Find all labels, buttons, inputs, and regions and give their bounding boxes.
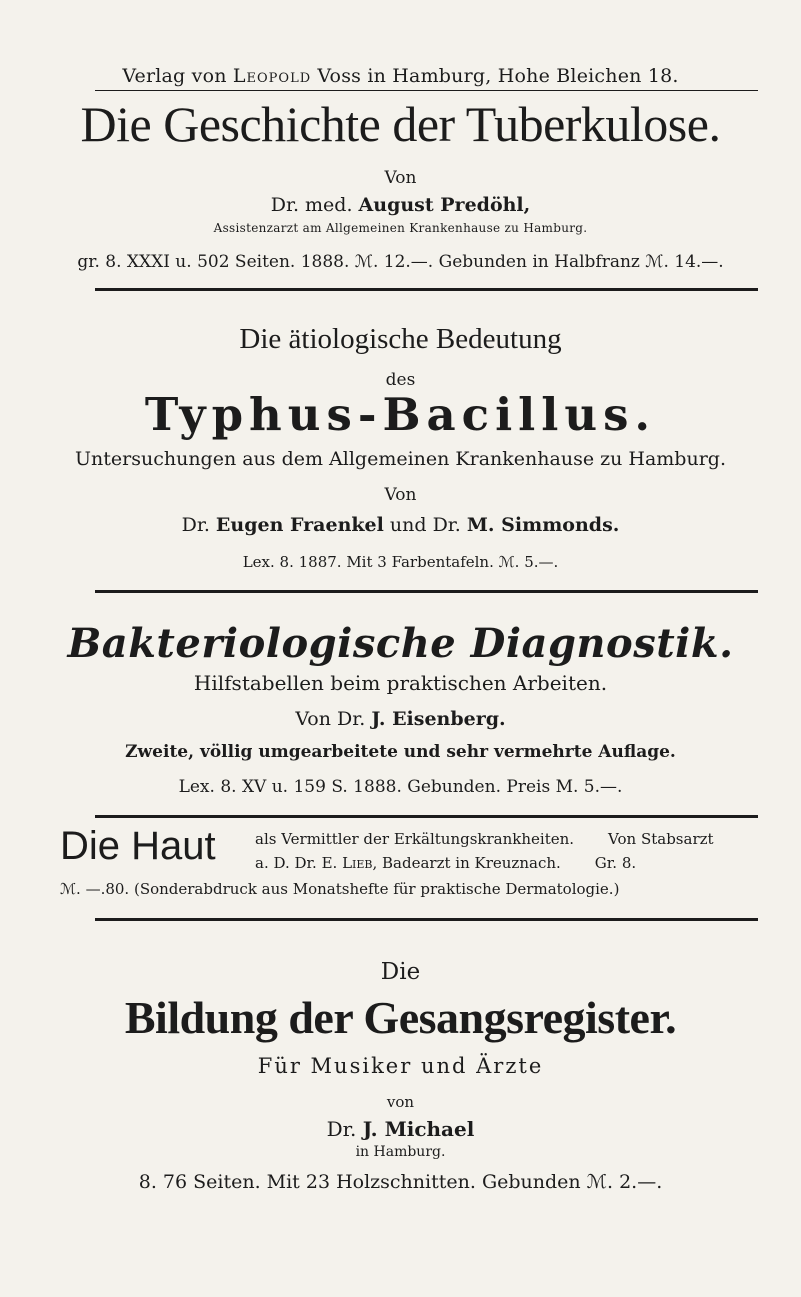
book-title: Bildung der Gesangsregister. [124,992,677,1043]
book-author: Dr. J. Michael [326,1117,475,1141]
publisher-header: Verlag von Leopold Voss in Hamburg, Hohe Bleichen 18. [122,65,679,87]
book-description-line: a. D. Dr. E. Lieb, Badearzt in Kreuznach. Gr. 8. [255,854,637,872]
book-subtitle: Untersuchungen aus dem Allgemeinen Krankenhause zu Hamburg. [75,448,726,470]
section-divider [95,815,758,818]
book-meta: Lex. 8. XV u. 159 S. 1888. Gebunden. Preis M. 5.—. [178,777,623,797]
book-meta: gr. 8. XXXI u. 502 Seiten. 1888. ℳ. 12.—. Gebunden in Halbfranz ℳ. 14.—. [77,252,724,272]
book-main-title: Typhus-Bacillus. [144,388,657,441]
von-label: von [386,1093,415,1111]
book-meta: 8. 76 Seiten. Mit 23 Holzschnitten. Gebunden ℳ. 2.—. [138,1171,663,1193]
section-divider [95,288,758,291]
book-meta: ℳ. —.80. (Sonderabdruck aus Monatshefte für praktische Dermatologie.) [60,880,620,898]
book-meta: Lex. 8. 1887. Mit 3 Farbentafeln. ℳ. 5.—. [242,553,559,571]
book-author: Von Dr. J. Eisenberg. [295,708,506,730]
book-authors: Dr. Eugen Fraenkel und Dr. M. Simmonds. [181,514,620,536]
von-label: Von [384,168,417,188]
book-subtitle: Hilfstabellen beim praktischen Arbeiten. [193,671,608,695]
author-affiliation: Assistenzarzt am Allgemeinen Krankenhause zu Hamburg. [213,221,588,235]
book-edition: Zweite, völlig umgearbeitete und sehr vermehrte Auflage. [125,742,676,762]
book-title: Bakteriologische Diagnostik. [67,620,734,667]
book-title: Die ätiologische Bedeutung [239,323,562,355]
des-label: des [385,370,416,390]
die-label: Die [380,959,421,985]
book-author: Dr. med. August Predöhl, [270,194,531,216]
header-rule [95,90,758,91]
book-title: Die Haut [60,824,216,868]
von-label: Von [384,485,417,505]
section-divider [95,918,758,921]
section-divider [95,590,758,593]
book-description-line: als Vermittler der Erkältungskrankheiten. Von Stabsarzt [255,830,714,848]
book-subtitle: Für Musiker und Ärzte [257,1054,544,1078]
author-place: in Hamburg. [355,1144,446,1160]
book-title: Die Geschichte der Tuberkulose. [80,96,721,152]
